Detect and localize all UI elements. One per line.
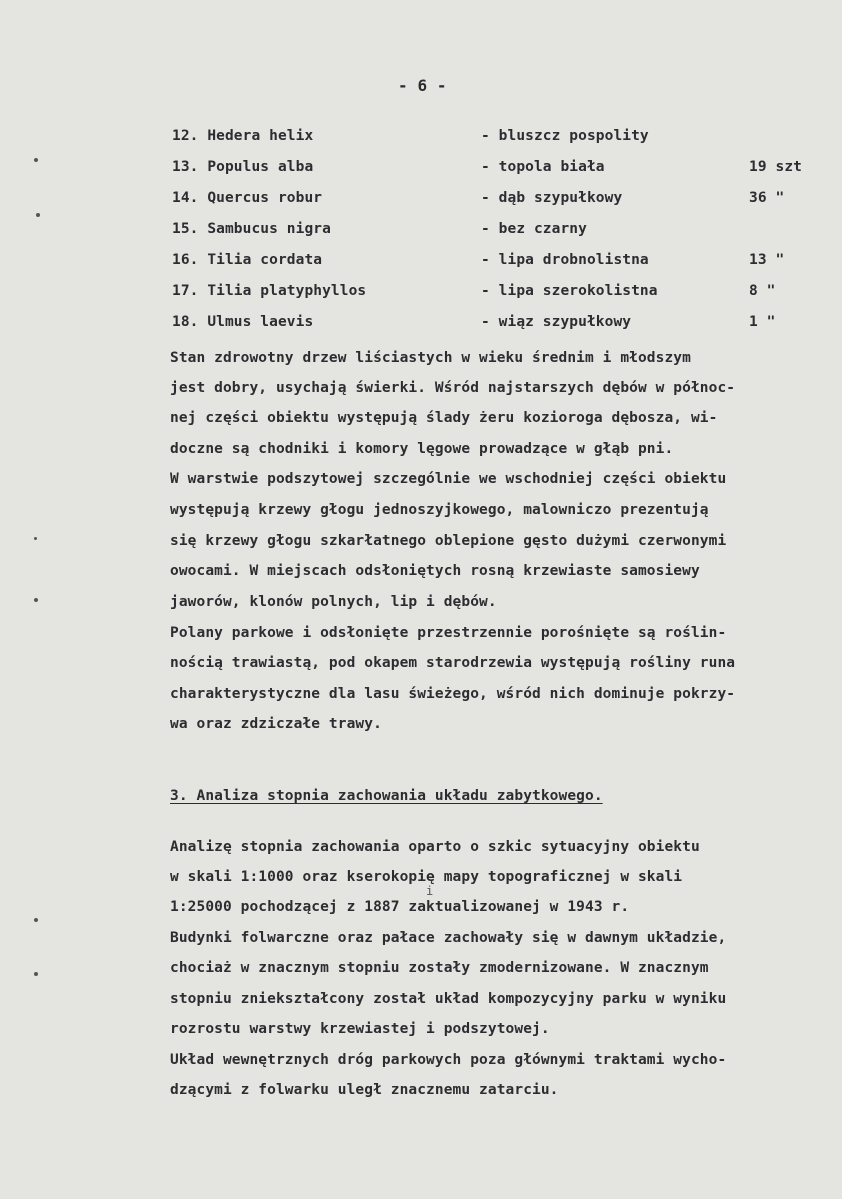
margin-mark [34,598,38,602]
section-heading: 3. Analiza stopnia zachowania układu zabytkowego. [170,788,603,804]
species-count: 36 " [749,190,785,206]
text-line: owocami. W miejscach odsłoniętych rosną krzewiaste samosiewy [170,563,700,579]
species-polish: - bez czarny [481,221,587,237]
text-line: Układ wewnętrznych dróg parkowych poza głównymi traktami wycho- [170,1052,727,1068]
margin-mark [36,213,40,217]
margin-mark [34,537,37,540]
text-line: Budynki folwarczne oraz pałace zachowały się w dawnym układzie, [170,930,727,946]
margin-mark [34,918,38,922]
list-item [0,314,842,334]
text-line: nej części obiektu występują ślady żeru kozioroga dębosza, wi- [170,410,718,426]
text-line: nością trawiastą, pod okapem starodrzewia występują rośliny runa [170,655,736,671]
species-latin: 17. Tilia platyphyllos [172,283,367,299]
species-polish: - dąb szypułkowy [481,190,623,206]
list-item [0,221,842,241]
text-line: 1:25000 pochodzącej z 1887 zaktualizowanej w 1943 r. [170,899,630,915]
text-line: się krzewy głogu szkarłatnego oblepione gęsto dużymi czerwonymi [170,533,727,549]
list-item [0,159,842,179]
handwritten-correction: i [426,884,434,898]
species-polish: - lipa drobnolistna [481,252,649,268]
text-line: jest dobry, usychają świerki. Wśród najstarszych dębów w północ- [170,380,736,396]
text-line: jaworów, klonów polnych, lip i dębów. [170,594,497,610]
text-line: wa oraz zdziczałe trawy. [170,716,382,732]
species-latin: 18. Ulmus laevis [172,314,314,330]
species-latin: 14. Quercus robur [172,190,323,206]
species-latin: 12. Hedera helix [172,128,314,144]
text-line: Polany parkowe i odsłonięte przestrzennie porośnięte są roślin- [170,625,727,641]
species-count: 19 szt [749,159,802,175]
species-latin: 16. Tilia cordata [172,252,323,268]
page-number: - 6 - [398,76,447,95]
species-latin: 15. Sambucus nigra [172,221,331,237]
text-line: rozrostu warstwy krzewiastej i podszytowej. [170,1021,550,1037]
text-line: Stan zdrowotny drzew liściastych w wieku średnim i młodszym [170,350,691,366]
text-line: W warstwie podszytowej szczególnie we wschodniej części obiektu [170,471,727,487]
list-item [0,190,842,210]
species-count: 8 " [749,283,776,299]
margin-mark [34,972,38,976]
text-line: charakterystyczne dla lasu świeżego, wśród nich dominuje pokrzy- [170,686,736,702]
species-polish: - lipa szerokolistna [481,283,658,299]
text-line: doczne są chodniki i komory lęgowe prowadzące w głąb pni. [170,441,674,457]
species-latin: 13. Populus alba [172,159,314,175]
species-polish: - topola biała [481,159,605,175]
text-line: dzącymi z folwarku uległ znacznemu zatarciu. [170,1082,559,1098]
text-line: Analizę stopnia zachowania oparto o szkic sytuacyjny obiektu [170,839,700,855]
species-polish: - bluszcz pospolity [481,128,649,144]
list-item [0,252,842,272]
species-count: 13 " [749,252,785,268]
text-line: chociaż w znacznym stopniu zostały zmodernizowane. W znacznym [170,960,709,976]
text-line: stopniu zniekształcony został układ kompozycyjny parku w wyniku [170,991,727,1007]
list-item [0,283,842,303]
species-polish: - wiąz szypułkowy [481,314,632,330]
species-count: 1 " [749,314,776,330]
list-item [0,128,842,148]
text-line: w skali 1:1000 oraz kserokopię mapy topograficznej w skali [170,869,683,885]
text-line: występują krzewy głogu jednoszyjkowego, malowniczo prezentują [170,502,709,518]
